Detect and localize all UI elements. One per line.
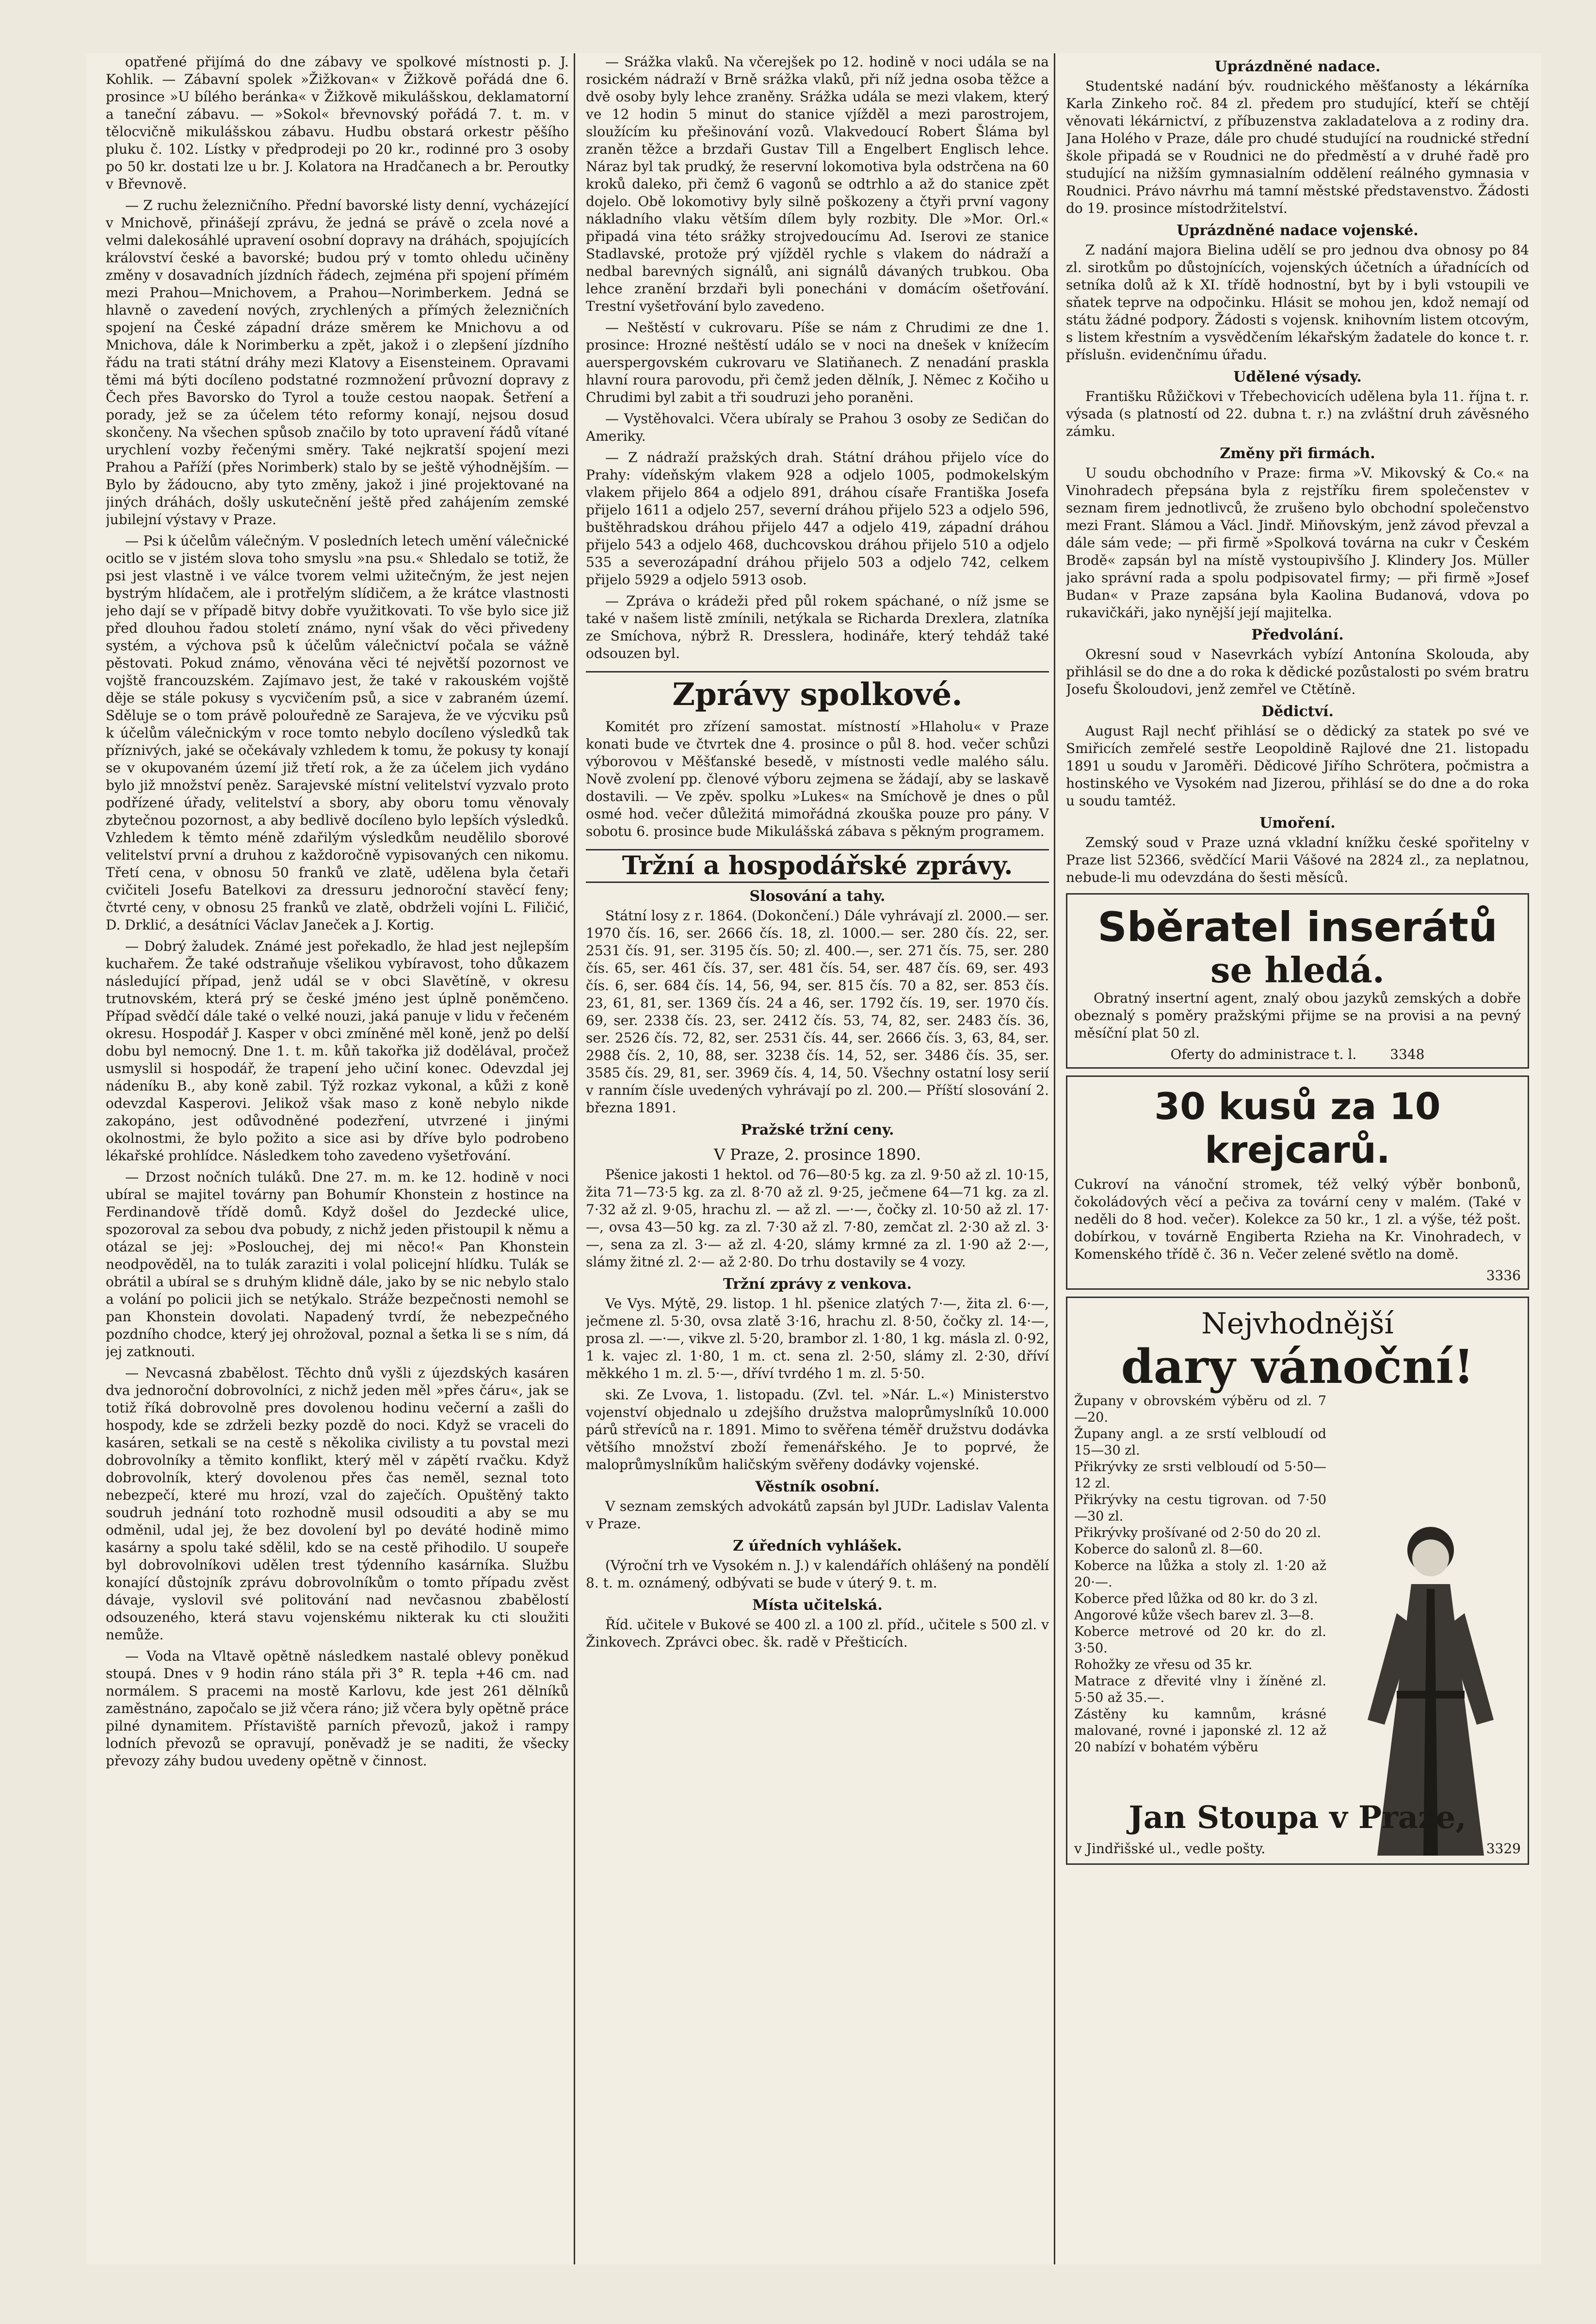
gift-list-item: Angorové kůže všech barev zl. 3—8. — [1074, 1608, 1314, 1623]
article-cancellation: Zemský soud v Praze uzná vkladní knížku české spořitelny v Praze list 52366, svědčící Marii Vášové na 2824 zl., za neplatnou, nebude-li mu odevzdána do šesti měsíců. — [1066, 834, 1529, 885]
newspaper-page — [86, 53, 1541, 2264]
article-personal: V seznam zemských advokátů zapsán byl JUDr. Ladislav Valenta v Praze. — [586, 1498, 1049, 1532]
article-war-dogs: — Psi k účelům válečným. V posledních letech umění válečnické ocitlo se v jistém slova toho smyslu »na psu.« Shledalo se totiž, že psi jest vlastně i ve válce tvorem velmi užitečným, že jest nejen bystrým hlídačem, ale i protřelým slídičem, a že krátce vlastnosti jeho dají se v případě bitvy dobře využitkovati. To vše bylo sice již před dlouhou řadou století známo, nyní však do věci přivedeny systém, a výchova psů k účelům válečnictví počala se vážně pěstovati. Pokud známo, věnována věci té největší pozornost ve vojště francouzském. Zajímavo jest, že také v rakouském vojště děje se stále pokusy s vycvičením psů, a sice v zabraném území. Sděluje se o tom právě polouředně ze Sarajeva, že ve výcviku psů k účelům válečnickým v roce tomto nebylo docíleno výsledků tak příznivých, jaké se očekávaly vzhledem k tomu, že pokusy ty konají se v okupovaném území již třetí rok, a že za účelem jich vydáno bylo již množství peněz. Sarajevské místní velitelství vyzvalo proto podřízené úřady, velitelství a sbory, aby oboru tomu věnovaly zbytečnou pozornost, a aby bedlivě docíleno bylo lepších výsledků. Vzhledem k těmto méně zdařilým výsledkům neudělilo sborové velitelství první a druhou z každoročně vypisovaných cen nikomu. Třetí cena, v obnosu 50 franků ve zlatě, udělena byla četaři cvičiteli Josefu Batelkovi za dressuru jednoroční stavěcí feny; čtvrté ceny, v obnosu 25 franků ve zlatě, obdrželi vojíni L. Filičić, D. Drklić, a desátníci Václav Janeček a J. Kortig. — [106, 533, 569, 933]
column-middle — [586, 53, 1049, 2264]
article-country-market: Ve Vys. Mýtě, 29. listop. 1 hl. pšenice zlatých 7·—, žita zl. 6·—, ječmene zl. 5·30, ovsa zlatě 3·16, hrachu zl. 8·50, čočky zl. 14·—, prosa zl. —·—, vikve zl. 5·20, brambor zl. 1·80, 1 kg. másla zl. 0·92, 1 k. vajec zl. 1·80, 1 m. ct. sena zl. 2·50, slámy zl. 2·30, dříví měkkého 1 m. zl. 5·—, dříví tvrdého 1 m. zl. 5·50. — [586, 1296, 1049, 1381]
article-military-endowments: Z nadání majora Bielina udělí se pro jednou dva obnosy po 84 zl. sirotkům po důstojnících, vojenských účetních a úřadnících od setníka dolů až k XI. třídě hodnostní, byt by i byli vstoupili ve sňatek teprve na odpočinku. Hlásit se mohou jen, kdož nemají od státu žádné podpory. Žádosti s vojensk. knihovním listem otcovým, s listem křestním a vysvědčením lékařským žadatele do konce t. r. příslušn. evidenčnímu úřadu. — [1066, 242, 1529, 363]
article-stations: — Z nádraží pražských drah. Státní dráhou přijelo více do Prahy: vídeňským vlakem 928 a odjelo 1005, podmokelským vlakem přijelo 864 a odjelo 891, dráhou císaře Františka Josefa přijelo 1611 a odjelo 257, severní dráhou přijelo 523 a odjelo 596, buštěhradskou dráhou přijelo 447 a odjelo 419, západní dráhou přijelo 543 a odjelo 468, duchcovskou dráhou přijelo 510 a odjelo 535 a severozápadní dráhou přijelo 503 a odjelo 742, celkem přijelo 5929 a odjelo 5913 osob. — [586, 449, 1049, 588]
column-divider — [574, 53, 575, 2264]
subheading-official: Z úředních vyhlášek. — [733, 1538, 902, 1555]
article-theft-correction: — Zpráva o krádeži před půl rokem spáchané, o níž jsme se také v našem listě zmínili, netýkala se Richarda Drexlera, zlatníka ze Smíchova, nýbrž R. Dresslera, hodináře, který tehdáž také odsouzen byl. — [586, 593, 1049, 661]
gift-list-item: Župany v obrovském výběru od zl. 7—20. — [1074, 1394, 1326, 1425]
ad-collector-sub: se hledá. — [1210, 949, 1385, 991]
gift-list-item: Přikrývky prošívané od 2·50 do 20 zl. — [1074, 1525, 1322, 1540]
ad-collector — [1066, 893, 1529, 1069]
article-emigrants: — Vystěhovalci. Včera ubíraly se Prahou 3 osoby ze Sedičan do Ameriky. — [586, 411, 1049, 444]
ad-sweets-title: 30 kusů za 10 krejcarů. — [1154, 1085, 1441, 1171]
man-in-robe-illustration — [1338, 1419, 1523, 1982]
ad-sweets — [1066, 1075, 1529, 1290]
ad-number: 3329 — [1486, 1841, 1521, 1857]
ad-number: 3336 — [1486, 1267, 1521, 1283]
ad-christmas-gifts — [1066, 1297, 1529, 1865]
subheading-inheritance: Dědictví. — [1261, 703, 1334, 720]
article-good-stomach: — Dobrý žaludek. Známé jest pořekadlo, že hlad jest nejlepším kuchařem. Že také odstraňuje všelikou vybíravost, toho důkazem následující případ, jenž udál se v obci Slavětíně, v okresu trutnovském, která prý se české jméno jest úplně poněmčeno. Případ svědčí dále také o velké nouzi, jaká panuje v lidu v řečeném okresu. Hospodář J. Kasper v obci zmíněné měl koně, jenž po delší dobu byl nemocný. Dne 1. t. m. kůň takořka již dodělával, pročež usmyslil si hospodář, že trapení jeho učiní konec. Odevzdal jej nádeníku B., aby koně zabil. Týž rozkaz vykonal, a kůži z koně odevzdal Kasperovi. Jelikož však maso z koně nebylo nikde zakopáno, jest odůvodněné podezření, utvrzené i jinými okolnostmi, že bylo požito a sice asi by dříve bylo podrobeno lékařské prohlídce. Následkem toho zavedeno vyšetřování. — [106, 938, 569, 1164]
article-teacher-posts: Říd. učitele v Bukové se 400 zl. a 100 zl. příd., učitele s 500 zl. v Žinkovech. Zprávci obec. šk. radě v Přešticích. — [586, 1617, 1049, 1650]
gift-list-item: Přikrývky na cestu tigrovan. od 7·50—30 zl. — [1074, 1492, 1326, 1524]
article-endowments: Studentské nadání býv. roudnického měšťanosty a lékárníka Karla Zinkeho roč. 84 zl. předem pro studující, kteří se chtějí věnovati lékárnictví, z příbuzenstva zakladatelova a z rodiny dra. Jana Holého v Praze, dále pro chudé studující na roudnické střední škole připadá se v Roudnici ne do předměstí a v druhé řadě pro studující na nižším gymnasialním oddělení reálného gymnasia v Roudnici. Právo návrhu má tamní městské představenstvo. Žádosti do 19. prosince místodržitelství. — [1066, 78, 1529, 216]
article-privileges: Františku Růžičkovi v Třebechovicích udělena byla 11. října t. r. výsada (s platností od 22. dubna t. r.) na zvláštní druh závěsného zámku. — [1066, 388, 1529, 439]
ad-collector-foot: Oferty do administrace t. l. — [1170, 1046, 1357, 1062]
dateline: V Praze, 2. prosince 1890. — [714, 1145, 921, 1164]
article-lottery: Státní losy z r. 1864. (Dokončení.) Dále vyhrávají zl. 2000.— ser. 1970 čís. 16, ser. 2666 čís. 18, zl. 1000.— ser. 280 čís. 22, ser. 2531 čís. 91, ser. 3195 čís. 50; zl. 400.—, ser. 271 čís. 75, ser. 280 čís. 65, ser. 461 čís. 37, ser. 481 čís. 54, ser. 487 čís. 69, ser. 493 čís. 6, ser. 684 čís. 14, 56, 94, ser. 815 čís. 70 a 82, ser. 853 čís. 23, 61, 81, ser. 1369 čís. 24 a 46, ser. 1792 čís. 19, ser. 1970 čís. 69, ser. 2338 čís. 23, ser. 2412 čís. 53, 74, 82, ser. 2483 čís. 36, ser. 2526 čís. 72, 82, ser. 2531 čís. 44, ser. 2666 čís. 3, 63, 84, ser. 2988 čís. 2, 10, 88, ser. 3238 čís. 14, 52, ser. 3486 čís. 35, ser. 3585 čís. 29, 81, ser. 3969 čís. 4, 14, 50. Všechny ostatní losy serií v ranním čísle uvedených vyhrávají po zl. 200.— Příští slosování 2. března 1891. — [586, 908, 1049, 1116]
gift-list-item: Župany angl. a ze srstí velbloudí od 15—30 zl. — [1074, 1426, 1326, 1458]
article-summons: Okresní soud v Nasevrkách vybízí Antonína Skolouda, aby přihlásil se do dne a do roka k dědické pozůstalosti po svém bratru Josefu Školoudovi, jenž zemřel ve Ctětíně. — [1066, 646, 1529, 697]
gift-list-item: Koberce před lůžka od 80 kr. do 3 zl. — [1074, 1591, 1318, 1606]
subheading-teacher-posts: Místa učitelská. — [752, 1597, 883, 1614]
subheading-prague-prices: Pražské tržní ceny. — [741, 1122, 894, 1138]
subheading-summons: Předvolání. — [1251, 626, 1344, 643]
gift-list-item: Rohožky ze vřesu od 35 kr. — [1074, 1657, 1253, 1672]
article-associations: Komitét pro zřízení samostat. místností »Hlaholu« v Praze konati bude ve čtvrtek dne 4. prosince o půl 8. hod. večer schůzi výborovou v Měšťanské besedě, v místnosti vedle malého sálu. Nově zvolení pp. členové výboru zejmena se žádají, aby se laskavě dostavili. — Ve zpěv. spolku »Lukes« na Smíchově je dnes o půl osmé hod. večer důležitá mimořádná zkouška pouze pro pány. V sobotu 6. prosince bude Mikulášská zábava s pěkným programem. — [586, 719, 1049, 839]
article-lviv: ski. Ze Lvova, 1. listopadu. (Zvl. tel. »Nár. L.«) Ministerstvo vojenství objednalo u zdejšího družstva maloprůmyslníků 10.000 párů střevíců na r. 1891. Mimo to svěřena téměř družstvu dodávka většího množství zboží řemenářského. Je to poprvé, že maloprůmyslníkům haličským svěřeny dodávky vojenské. — [586, 1387, 1049, 1473]
section-title-associations: Zprávy spolkové. — [586, 671, 1049, 713]
section-title-market: Tržní a hospodářské zprávy. — [586, 849, 1049, 883]
article-prague-prices: Pšenice jakosti 1 hektol. od 76—80·5 kg. za zl. 9·50 až zl. 10·15, žita 71—73·5 kg. za zl. 8·70 až zl. 9·25, ječmene 64—71 kg. za zl. 7·32 až zl. 9·05, hrachu zl. — až zl. —·—, čočky zl. 10·50 až zl. 17·—, ovsa 43—50 kg. za zl. 7·30 až zl. 7·80, zemčat zl. 2·30 až zl. 3·—, sena za zl. 3·— až zl. 4·20, slámy krmné za zl. 1·90 až 2·—, slámy žitné zl. 2·— až 2·80. Do trhu dostavily se 4 vozy. — [586, 1167, 1049, 1270]
article-train-collision: — Srážka vlaků. Na včerejšek po 12. hodině v noci udála se na rosickém nádraží v Brně srážka vlaků, při níž jedna osoba těžce a dvě osoby byly lehce zraněny. Srážka udála se mezi vlakem, který ve 12 hodin 5 minut do stanice vjížděl a mezi parostrojem, sloužícím ku přešinování vozů. Vlakvedoucí Robert Šláma byl zraněn těžce a brzdaři Gustav Till a Engelbert Englisch lehce. Náraz byl tak prudký, že reservní lokomotiva byla odstrčena na 60 kroků daleko, při čemž 6 vagonů se odtrhlo a až do stanice zpět dojelo. Obě lokomotivy byly silně poškozeny a čtyři první vagony nákladního vlaku větším dílem byly rozbity. Dle »Mor. Orl.« připadá vina této srážky strojvedoucímu Ad. Iserovi ze stanice Stadlavské, protože prý vjížděl rychle s vlakem do nádraží a nedbal barevných signálů, ani signálů dávaných trubkou. Oba lehce zranění brzdaři byli ponecháni v domácím ošetřování. Trestní vyšetřování bylo zavedeno. — [586, 54, 1049, 314]
ad-sweets-text: Cukroví na vánoční stromek, též velký výběr bonbonů, čokoládových věcí a pečiva za tovární ceny v malém. (Také v neděli do 8 hod. večer). Kolekce za 50 kr., 1 zl. a výše, též pošt. dobírkou, v továrně Engiberta Rzieha na Kr. Vinohradech, v Komenského třídě č. 36 n. Večer zelené světlo na domě. — [1074, 1176, 1521, 1262]
article-text: opatřené přijímá do dne zábavy ve spolkové místnosti p. J. Kohlik. — Zábavní spolek »Žižkovan« v Žižkově pořádá dne 6. prosince »U bílého beránka« v Žižkově mikulášskou, deklamatorní a taneční zábavu. — »Sokol« břevnovský pořádá 7. t. m. v tělocvičně mikulášskou zábavu. Hudbu obstará orkestr pěšího pluku č. 102. Lístky v předprodeji po 20 kr., rodinné pro 3 osoby po 50 kr. dostati lze u br. J. Kolatora na Hradčanech a br. Peroutky v Břevnově. — [106, 54, 569, 192]
article-vltava: — Voda na Vltavě opětně následkem nastalé oblevy poněkud stoupá. Dnes v 9 hodin ráno stála při 3° R. tepla +46 cm. nad normálem. S pracemi na mostě Karlovu, kde jest 261 dělníků zaměstnáno, započalo se již včera ráno; již včera byly opětně práce pilné dynamitem. Přístaviště parních převozů, jakož i rampy lodních převozů se opravují, poněvadž je se naditi, že všecky převozy záhy budou uvedeny opětně v činnost. — [106, 1648, 569, 1769]
gift-list-item: Koberce na lůžka a stoly zl. 1·20 až 20·—. — [1074, 1558, 1326, 1590]
gift-list-item: Přikrývky ze srsti velbloudí od 5·50—12 zl. — [1074, 1459, 1326, 1491]
subheading-personal: Věstník osobní. — [755, 1478, 880, 1495]
article-firm-changes: U soudu obchodního v Praze: firma »V. Mikovský & Co.« na Vinohradech přepsána byla z rejstříku firem společenstev v seznam firem jednotlivců, že zrušeno bylo obchodní společenstvo mezi Frant. Slámou a Václ. Jindř. Miňovským, jenž závod převzal a dále sám vede; — při firmě »Spolková továrna na cukr v Českém Brodě« zapsán byl na místě vystoupivšího J. Klindery Jos. Müller jako správní rada a spolu podpisovatel firmy; — při firmě »Josef Budan« v Praze zapsána byla Kaolina Budanová, vdova po rukavičkáři, jako nynější její majitelka. — [1066, 465, 1529, 621]
column-right — [1066, 53, 1529, 2264]
subheading-country-market: Tržní zprávy z venkova. — [723, 1276, 912, 1293]
subheading-privileges: Udělené výsady. — [1233, 369, 1362, 385]
gift-list-item: Koberce metrové od 20 kr. do zl. 3·50. — [1074, 1624, 1326, 1656]
article-inheritance: August Rajl nechť přihlásí se o dědický za statek po své ve Smiřicích zemřelé sestře Leopoldině Rajlové dne 21. listopadu 1891 u soudu v Jaroměři. Dědicové Jiřího Schrötera, počmistra a hostinského ve Vysokém nad Jizerou, přihlásí se do dne a do roka u soudu tamtéž. — [1066, 723, 1529, 809]
ad-gifts-pretitle: Nejvhodnější — [1201, 1307, 1394, 1341]
ad-number: 3348 — [1390, 1046, 1425, 1062]
gift-list-item: Koberce do salonů zl. 8—60. — [1074, 1542, 1263, 1557]
article-cowardice: — Nevcasná zbabělost. Těchto dnů vyšli z újezdských kasáren dva jednoroční dobrovolníci, z nichž jeden měl »přes čáru«, jak se totiž říká dobrovolně pres dovolenou hodinu večerní a zašli do hospody, kde se zdrželi bezky pozdě do noci. Když se vraceli do kasáren, setkali se na cestě s několika civilisty a tu povstal mezi dobrovolníky a těmito konflikt, který měl v zápětí rvačku. Když dobrovolník, který dovolenou přes čas neměl, seznal toto nebezpečí, které mu hrozí, vzal do zaječích. Opuštěný takto soudruh jednání toto rozhodně musil odsouditi a aby se mu odměnil, udal jej, že bez dovolení byl po deváté hodině mimo kasárny a spolu také sdělil, kdo se na cestě přihodilo. U soupeře byl dobrovolníkovi udělen trest týdenního kasárníka. Službu konající důstojník zprávu dobrovolníkům o tomto případu zvěst dávaje, vyslovil své politování nad nevčasnou zbabělostí odsouzeného, která stavu vojenskému nikterak ku cti sloužiti nemůže. — [106, 1365, 569, 1643]
subheading-firm-changes: Změny při firmách. — [1220, 445, 1375, 462]
article-night-vagrants: — Drzost nočních tuláků. Dne 27. m. m. ke 12. hodině v noci ubíral se majitel továrny pan Bohumír Khonstein z hostince na Ferdinandově třídě domů. Když došel do Jezdecké ulice, spozoroval za sebou dva pobudy, z nichž jeden přistoupil k němu a otázal se jej: »Poslouchej, dej mi něco!« Pan Khonstein neodpověděl, na to tulák zaraziti i volal policejní hlídku. Tulák se obrátil a ubíral se s druhým klidně dále, jako by se nic nebylo stalo a volání po policii jich se netýkalo. Stráže bezpečnosti nemohl se pan Khonstein dovolati. Napadený tvrdí, že nebezpečného pozdního chodce, který jej ohrožoval, poznal a šetka li se s ním, dá jej zatknouti. — [106, 1169, 569, 1360]
ad-gifts-title: dary vánoční! — [1121, 1339, 1474, 1394]
subheading-endowments: Uprázdněné nadace. — [1214, 58, 1381, 75]
subheading-lottery: Slosování a tahy. — [749, 888, 886, 905]
column-divider — [1054, 53, 1055, 2264]
gift-list-item: Matrace z dřevité vlny i žíněné zl. 5·50 až 35.—. — [1074, 1674, 1326, 1705]
gift-list — [1074, 1393, 1326, 1756]
subheading-cancellation: Umoření. — [1259, 815, 1336, 832]
gift-list-item: Zástěny ku kamnům, krásné malované, rovné i japonské zl. 12 až 20 nabízí v bohatém výběru — [1074, 1707, 1326, 1755]
ad-collector-title: Sběratel inserátů — [1097, 903, 1498, 951]
article-sugar-factory: — Neštěstí v cukrovaru. Píše se nám z Chrudimi ze dne 1. prosince: Hrozné neštěstí událo se v noci na dnešek v knížecím auerspergovském cukrovaru ve Slatiňanech. Z nenadání praskla hlavní roura parovodu, při čemž jeden dělník, J. Němec z Kočiho u Chrudimi byl zabit a tři soudruzi jeho poraněni. — [586, 320, 1049, 405]
ad-gifts-address: v Jindřišské ul., vedle pošty. — [1074, 1841, 1266, 1857]
article-railway: — Z ruchu železničního. Přední bavorské listy denní, vycházející v Mnichově, přinášejí zprávu, že jedná se právě o zcela nové a velmi dalekosáhlé upravení osobní dopravy na dráhách, spojujících království české a bavorské; budou prý v tomto ohledu učiněny změny v dosavadních jízdních řádech, zejména při spojení přímém mezi Prahou—Mnichovem, a Prahou—Norimberkem. Jedná se hlavně o zavedení nových, zrychlených a přímých železničních spojení na České západní dráze směrem ke Mnichovu a od Mnichova, dále k Norimberku a zpět, jakož i o zlepšení jízdního řádu na trati státní dráhy mezi Klatovy a Eisensteinem. Opravami těmi má býti docíleno podstatné rozmnožení průvozní dopravy z Čech přes Bavorsko do Tyrol a touže cestou naopak. Šetření a porady, jež se za účelem této reformy konají, nejsou dosud skončeny. Na všechen spůsob značilo by toto upravení řádů vítané urychlení vozby řečenými směry. Také nejkratší spojení mezi Prahou a Paříží (přes Norimberk) stalo by se ještě výhodnějším. — Bylo by žádoucno, aby tyto změny, jakož i jiné projektované na jiných dráhách, došly uskutečnění ještě před zahájením zemské jubilejní výstavy v Praze. — [106, 197, 569, 528]
column-left — [106, 53, 569, 2264]
ad-gifts-firm: Jan Stoupa v Praze, — [1128, 1799, 1467, 1836]
ad-collector-text: Obratný insertní agent, znalý obou jazyků zemských a dobře obeznalý s poměry pražskými přijme se na provisi a na pevný měsíční plat 50 zl. — [1074, 990, 1521, 1041]
subheading-military-endowments: Uprázdněné nadace vojenské. — [1177, 222, 1419, 239]
article-official: (Výroční trh ve Vysokém n. J.) v kalendářích ohlášený na pondělí 8. t. m. oznámený, odbývati se bude v úterý 9. t. m. — [586, 1557, 1049, 1591]
